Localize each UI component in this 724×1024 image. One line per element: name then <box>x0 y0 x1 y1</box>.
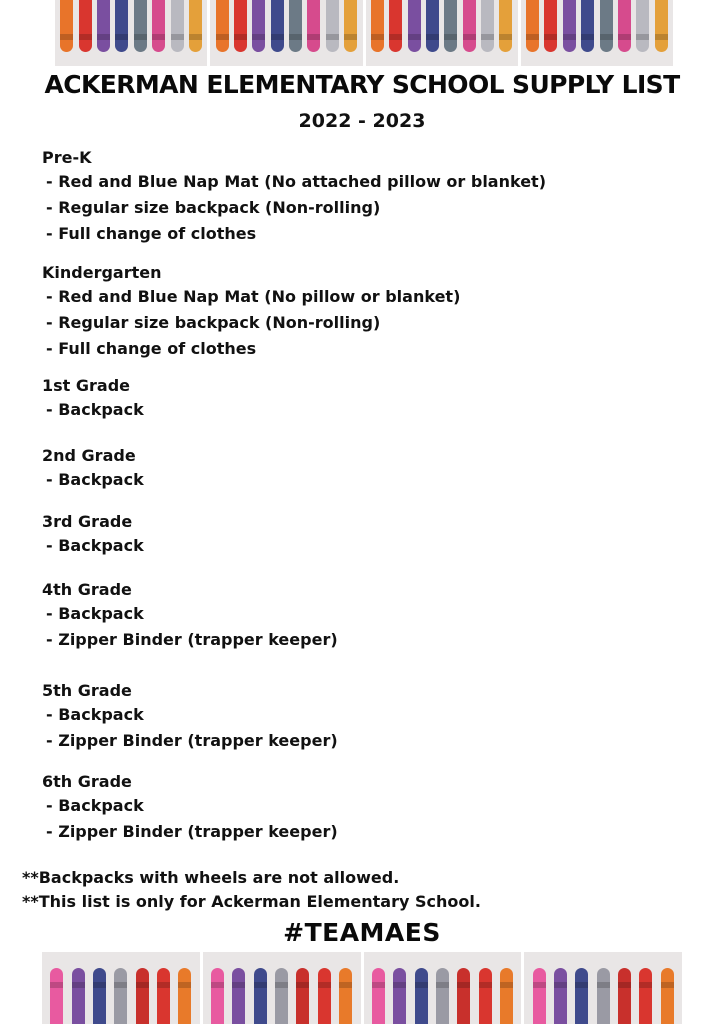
crayon-tile <box>524 952 682 1024</box>
crayon <box>60 0 73 52</box>
crayon <box>234 0 247 52</box>
crayon <box>152 0 165 52</box>
crayon <box>597 968 610 1024</box>
crayon <box>97 0 110 52</box>
grade-heading: 5th Grade <box>42 681 132 700</box>
supply-item: - Backpack <box>46 470 144 489</box>
supply-item: - Full change of clothes <box>46 224 257 243</box>
page-title: ACKERMAN ELEMENTARY SCHOOL SUPPLY LIST <box>44 70 680 99</box>
crayon <box>339 968 352 1024</box>
supply-item: - Backpack <box>46 705 144 724</box>
crayon <box>618 968 631 1024</box>
crayon <box>275 968 288 1024</box>
crayon <box>499 0 512 52</box>
section-4th-grade <box>42 579 338 653</box>
crayon <box>171 0 184 52</box>
grade-heading: 2nd Grade <box>42 446 136 465</box>
supply-item: - Regular size backpack (Non-rolling) <box>46 313 381 332</box>
note-wheels: **Backpacks with wheels are not allowed. <box>22 868 400 887</box>
crayon <box>79 0 92 52</box>
school-year: 2022 - 2023 <box>298 110 426 132</box>
crayon <box>93 968 106 1024</box>
supply-item: - Red and Blue Nap Mat (No pillow or blanket) <box>46 287 461 306</box>
crayon <box>326 0 339 52</box>
section-1st-grade <box>42 375 144 423</box>
crayon <box>318 968 331 1024</box>
crayon <box>481 0 494 52</box>
crayon <box>50 968 63 1024</box>
crayon-tile <box>364 952 522 1024</box>
crayon <box>307 0 320 52</box>
crayon <box>436 968 449 1024</box>
crayon <box>661 968 674 1024</box>
crayon-tile <box>42 952 200 1024</box>
supply-item: - Backpack <box>46 796 144 815</box>
crayon <box>232 968 245 1024</box>
crayon <box>600 0 613 52</box>
crayon-tile <box>203 952 361 1024</box>
crayon-tile <box>521 0 673 66</box>
grade-heading: 1st Grade <box>42 376 130 395</box>
crayon <box>415 968 428 1024</box>
crayon <box>372 968 385 1024</box>
crayon <box>216 0 229 52</box>
crayon <box>544 0 557 52</box>
crayon-tile <box>210 0 362 66</box>
grade-heading: 6th Grade <box>42 772 132 791</box>
supply-item: - Backpack <box>46 400 144 419</box>
supply-item: - Full change of clothes <box>46 339 257 358</box>
crayon <box>72 968 85 1024</box>
section-pre-k <box>42 147 546 247</box>
note-school-only: **This list is only for Ackerman Elementary School. <box>22 892 481 911</box>
section-5th-grade <box>42 680 338 754</box>
supply-item: - Backpack <box>46 536 144 555</box>
supply-item: - Zipper Binder (trapper keeper) <box>46 731 338 750</box>
crayon-banner-top <box>55 0 673 66</box>
crayon <box>500 968 513 1024</box>
crayon <box>115 0 128 52</box>
grade-heading: 3rd Grade <box>42 512 133 531</box>
crayon <box>157 968 170 1024</box>
crayon <box>393 968 406 1024</box>
crayon <box>618 0 631 52</box>
crayon <box>114 968 127 1024</box>
crayon <box>289 0 302 52</box>
supply-item: - Red and Blue Nap Mat (No attached pillow or blanket) <box>46 172 547 191</box>
crayon <box>252 0 265 52</box>
supply-item: - Zipper Binder (trapper keeper) <box>46 822 338 841</box>
crayon <box>134 0 147 52</box>
grade-heading: Pre-K <box>42 148 92 167</box>
crayon <box>344 0 357 52</box>
crayon <box>444 0 457 52</box>
grade-heading: Kindergarten <box>42 263 162 282</box>
notes <box>22 866 481 914</box>
crayon <box>254 968 267 1024</box>
crayon <box>371 0 384 52</box>
crayon <box>389 0 402 52</box>
section-kindergarten <box>42 262 460 362</box>
crayon <box>636 0 649 52</box>
crayon <box>554 968 567 1024</box>
crayon <box>479 968 492 1024</box>
section-6th-grade <box>42 771 338 845</box>
crayon-tile <box>55 0 207 66</box>
crayon <box>575 968 588 1024</box>
crayon <box>533 968 546 1024</box>
crayon <box>526 0 539 52</box>
crayon <box>178 968 191 1024</box>
supply-item: - Backpack <box>46 604 144 623</box>
section-3rd-grade <box>42 511 144 559</box>
crayon <box>457 968 470 1024</box>
crayon-banner-bottom <box>42 952 682 1024</box>
crayon <box>655 0 668 52</box>
supply-item: - Regular size backpack (Non-rolling) <box>46 198 381 217</box>
hashtag: #TEAMAES <box>283 918 441 947</box>
crayon <box>136 968 149 1024</box>
crayon <box>639 968 652 1024</box>
section-2nd-grade <box>42 445 144 493</box>
crayon-tile <box>366 0 518 66</box>
crayon <box>296 968 309 1024</box>
crayon <box>426 0 439 52</box>
supply-item: - Zipper Binder (trapper keeper) <box>46 630 338 649</box>
crayon <box>408 0 421 52</box>
crayon <box>189 0 202 52</box>
crayon <box>211 968 224 1024</box>
grade-heading: 4th Grade <box>42 580 132 599</box>
crayon <box>581 0 594 52</box>
crayon <box>463 0 476 52</box>
crayon <box>271 0 284 52</box>
crayon <box>563 0 576 52</box>
